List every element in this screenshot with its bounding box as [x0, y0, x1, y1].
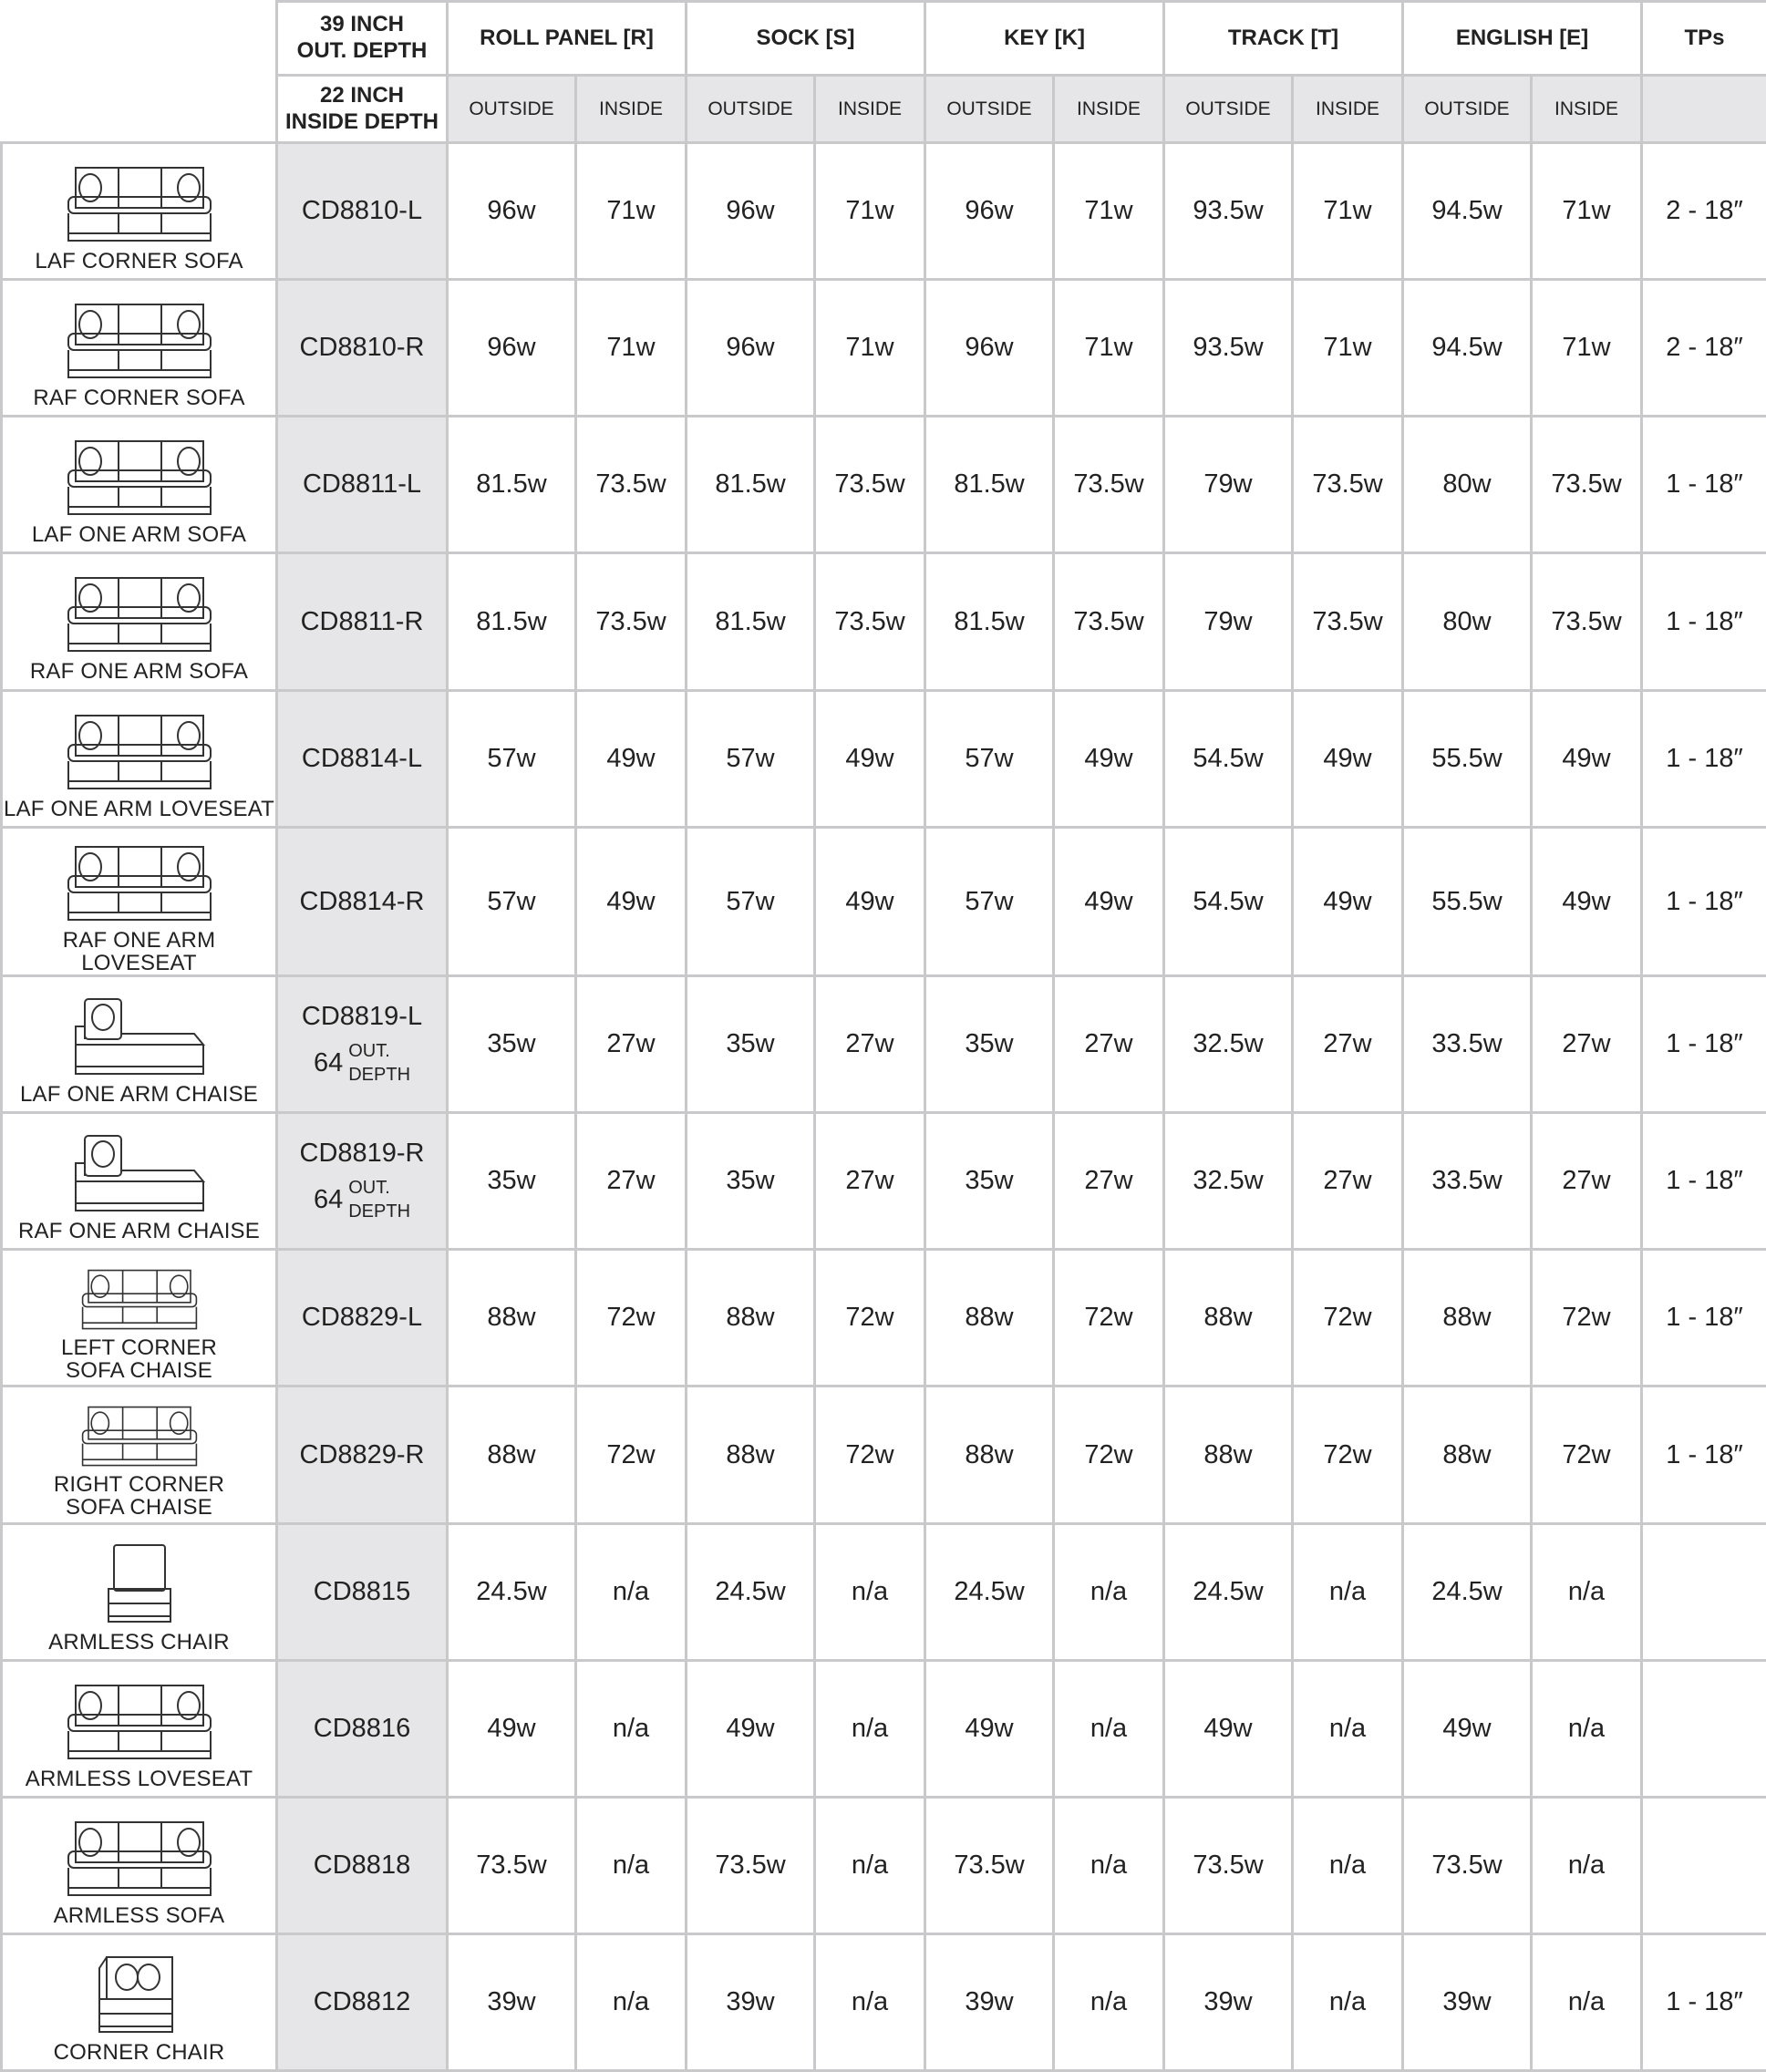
product-image-cell [2, 1524, 277, 1661]
outside-width-cell: 55.5w [1403, 691, 1532, 828]
product-code: CD8814-R [277, 828, 448, 976]
outside-width-cell: 24.5w [1164, 1524, 1293, 1661]
laf-corner-sofa-icon [3, 157, 275, 248]
product-label: RIGHT CORNER SOFA CHAISE [3, 1473, 275, 1519]
outside-width-cell: 57w [448, 828, 576, 976]
product-code: CD8810-R [277, 280, 448, 417]
inside-width-cell: 27w [1293, 1113, 1403, 1250]
outside-width-cell: 79w [1164, 417, 1293, 553]
tps-cell: 1 - 18″ [1642, 976, 1766, 1113]
outside-width-cell: 88w [1403, 1250, 1532, 1386]
inside-width-cell: 27w [1532, 976, 1642, 1113]
inside-subheader: INSIDE [1532, 76, 1642, 143]
product-label: LAF ONE ARM LOVESEAT [3, 798, 275, 820]
inside-subheader: INSIDE [1054, 76, 1164, 143]
inside-width-cell: n/a [1293, 1661, 1403, 1798]
tps-cell: 1 - 18″ [1642, 417, 1766, 553]
inside-subheader: INSIDE [1293, 76, 1403, 143]
table-row [2, 1524, 1766, 1661]
inside-width-cell: 72w [576, 1386, 687, 1524]
armless-chair-icon [3, 1538, 275, 1629]
image-header-blank [2, 2, 277, 143]
inside-width-cell: n/a [1293, 1524, 1403, 1661]
outside-depth-header: 39 INCH OUT. DEPTH [277, 2, 448, 76]
product-label: ARMLESS LOVESEAT [3, 1768, 275, 1790]
outside-width-cell: 49w [1403, 1661, 1532, 1798]
outside-width-cell: 81.5w [687, 553, 815, 691]
tps-cell: 1 - 18″ [1642, 1113, 1766, 1250]
outside-width-cell: 35w [448, 1113, 576, 1250]
outside-width-cell: 94.5w [1403, 143, 1532, 280]
outside-subheader: OUTSIDE [1164, 76, 1293, 143]
tps-cell: 2 - 18″ [1642, 143, 1766, 280]
table-row [2, 1661, 1766, 1798]
inside-width-cell: n/a [576, 1661, 687, 1798]
tps-subheader-blank [1642, 76, 1766, 143]
outside-width-cell: 24.5w [448, 1524, 576, 1661]
table-row [2, 1113, 1766, 1250]
inside-width-cell: 71w [815, 280, 925, 417]
outside-width-cell: 88w [448, 1386, 576, 1524]
outside-width-cell: 49w [925, 1661, 1054, 1798]
outside-width-cell: 33.5w [1403, 976, 1532, 1113]
product-label: RAF ONE ARM LOVESEAT [3, 929, 275, 974]
inside-width-cell: 27w [815, 1113, 925, 1250]
table-row [2, 280, 1766, 417]
outside-width-cell: 35w [925, 976, 1054, 1113]
inside-width-cell: 49w [815, 691, 925, 828]
product-image-cell [2, 1661, 277, 1798]
arm-style-header-track: TRACK [T] [1164, 2, 1403, 76]
outside-width-cell: 39w [925, 1934, 1054, 2071]
product-label: LAF ONE ARM CHAISE [3, 1083, 275, 1106]
inside-width-cell: 73.5w [1293, 417, 1403, 553]
product-image-cell [2, 1386, 277, 1524]
product-code: CD8829-L [277, 1250, 448, 1386]
outside-width-cell: 96w [925, 280, 1054, 417]
product-label: LAF CORNER SOFA [3, 250, 275, 273]
inside-width-cell: 73.5w [1054, 417, 1164, 553]
product-code: CD8819-L 64 OUT. DEPTH [277, 976, 448, 1113]
outside-width-cell: 80w [1403, 553, 1532, 691]
tps-cell: 1 - 18″ [1642, 1250, 1766, 1386]
inside-width-cell: n/a [815, 1661, 925, 1798]
product-label: ARMLESS SOFA [3, 1904, 275, 1927]
product-image-cell [2, 1934, 277, 2071]
outside-width-cell: 35w [925, 1113, 1054, 1250]
product-label: LAF ONE ARM SOFA [3, 523, 275, 546]
outside-width-cell: 39w [1403, 1934, 1532, 2071]
inside-width-cell: n/a [576, 1934, 687, 2071]
product-code: CD8814-L [277, 691, 448, 828]
outside-width-cell: 24.5w [1403, 1524, 1532, 1661]
arm-style-header-roll-panel: ROLL PANEL [R] [448, 2, 687, 76]
inside-width-cell: n/a [815, 1524, 925, 1661]
inside-width-cell: 71w [815, 143, 925, 280]
inside-width-cell: n/a [1532, 1798, 1642, 1934]
inside-width-cell: 27w [815, 976, 925, 1113]
inside-width-cell: 49w [576, 691, 687, 828]
inside-width-cell: n/a [576, 1524, 687, 1661]
inside-width-cell: 73.5w [1293, 553, 1403, 691]
outside-width-cell: 49w [448, 1661, 576, 1798]
table-row [2, 1798, 1766, 1934]
out-depth-note: 64 OUT. DEPTH [278, 1039, 446, 1087]
outside-width-cell: 33.5w [1403, 1113, 1532, 1250]
outside-width-cell: 88w [1403, 1386, 1532, 1524]
outside-width-cell: 35w [687, 1113, 815, 1250]
outside-width-cell: 96w [448, 280, 576, 417]
inside-width-cell: 49w [576, 828, 687, 976]
outside-width-cell: 96w [925, 143, 1054, 280]
tps-cell: 1 - 18″ [1642, 691, 1766, 828]
laf-one-arm-loveseat-icon [3, 705, 275, 796]
outside-width-cell: 24.5w [687, 1524, 815, 1661]
inside-width-cell: n/a [1054, 1524, 1164, 1661]
table-row [2, 1250, 1766, 1386]
tps-cell [1642, 1524, 1766, 1661]
inside-width-cell: 72w [815, 1250, 925, 1386]
outside-subheader: OUTSIDE [925, 76, 1054, 143]
inside-width-cell: 49w [815, 828, 925, 976]
tps-header: TPs [1642, 2, 1766, 76]
product-image-cell [2, 553, 277, 691]
outside-width-cell: 54.5w [1164, 691, 1293, 828]
inside-width-cell: 71w [576, 143, 687, 280]
outside-width-cell: 88w [687, 1250, 815, 1386]
inside-depth-header: 22 INCH INSIDE DEPTH [277, 76, 448, 143]
outside-width-cell: 88w [448, 1250, 576, 1386]
tps-cell: 1 - 18″ [1642, 553, 1766, 691]
tps-cell: 1 - 18″ [1642, 1386, 1766, 1524]
inside-width-cell: 71w [1054, 280, 1164, 417]
inside-width-cell: 27w [1054, 976, 1164, 1113]
product-code: CD8819-R 64 OUT. DEPTH [277, 1113, 448, 1250]
outside-width-cell: 96w [687, 143, 815, 280]
product-code: CD8811-R [277, 553, 448, 691]
inside-width-cell: 27w [1054, 1113, 1164, 1250]
inside-width-cell: 49w [1293, 828, 1403, 976]
right-corner-sofa-chaise-icon [3, 1398, 275, 1471]
outside-width-cell: 57w [687, 828, 815, 976]
inside-width-cell: 73.5w [815, 553, 925, 691]
outside-width-cell: 35w [448, 976, 576, 1113]
inside-width-cell: 71w [1532, 280, 1642, 417]
inside-width-cell: 49w [1054, 691, 1164, 828]
outside-width-cell: 81.5w [925, 553, 1054, 691]
arm-style-header-key: KEY [K] [925, 2, 1164, 76]
laf-one-arm-sofa-icon [3, 430, 275, 521]
outside-subheader: OUTSIDE [1403, 76, 1532, 143]
inside-width-cell: n/a [1054, 1934, 1164, 2071]
product-code: CD8818 [277, 1798, 448, 1934]
inside-width-cell: 27w [1293, 976, 1403, 1113]
outside-width-cell: 32.5w [1164, 976, 1293, 1113]
inside-width-cell: n/a [815, 1798, 925, 1934]
outside-width-cell: 54.5w [1164, 828, 1293, 976]
inside-width-cell: 71w [1532, 143, 1642, 280]
inside-width-cell: 27w [576, 1113, 687, 1250]
product-label: CORNER CHAIR [3, 2041, 275, 2064]
inside-width-cell: 73.5w [1532, 553, 1642, 691]
inside-width-cell: 71w [576, 280, 687, 417]
outside-width-cell: 57w [925, 828, 1054, 976]
inside-width-cell: n/a [1532, 1661, 1642, 1798]
product-image-cell [2, 976, 277, 1113]
inside-width-cell: 72w [1054, 1250, 1164, 1386]
product-image-cell [2, 143, 277, 280]
product-image-cell [2, 1798, 277, 1934]
inside-width-cell: 71w [1293, 280, 1403, 417]
product-label: RAF ONE ARM SOFA [3, 660, 275, 683]
product-code: CD8829-R [277, 1386, 448, 1524]
product-code: CD8816 [277, 1661, 448, 1798]
outside-width-cell: 88w [687, 1386, 815, 1524]
product-label: RAF ONE ARM CHAISE [3, 1220, 275, 1242]
inside-width-cell: 73.5w [1532, 417, 1642, 553]
product-image-cell [2, 280, 277, 417]
outside-width-cell: 49w [687, 1661, 815, 1798]
outside-width-cell: 93.5w [1164, 143, 1293, 280]
inside-width-cell: 27w [1532, 1113, 1642, 1250]
inside-width-cell: 71w [1054, 143, 1164, 280]
corner-chair-icon [3, 1948, 275, 2039]
inside-width-cell: 49w [1054, 828, 1164, 976]
tps-cell: 1 - 18″ [1642, 828, 1766, 976]
product-code: CD8810-L [277, 143, 448, 280]
outside-width-cell: 88w [1164, 1386, 1293, 1524]
outside-width-cell: 81.5w [925, 417, 1054, 553]
product-code: CD8815 [277, 1524, 448, 1661]
outside-width-cell: 57w [925, 691, 1054, 828]
inside-width-cell: n/a [1054, 1798, 1164, 1934]
product-label: ARMLESS CHAIR [3, 1631, 275, 1654]
armless-loveseat-icon [3, 1675, 275, 1766]
outside-width-cell: 73.5w [925, 1798, 1054, 1934]
outside-width-cell: 35w [687, 976, 815, 1113]
inside-width-cell: n/a [1532, 1524, 1642, 1661]
outside-width-cell: 79w [1164, 553, 1293, 691]
product-code: CD8812 [277, 1934, 448, 2071]
outside-width-cell: 57w [687, 691, 815, 828]
out-depth-note: 64 OUT. DEPTH [278, 1176, 446, 1223]
laf-one-arm-chaise-icon [3, 990, 275, 1081]
outside-width-cell: 57w [448, 691, 576, 828]
outside-width-cell: 73.5w [1164, 1798, 1293, 1934]
outside-width-cell: 32.5w [1164, 1113, 1293, 1250]
outside-width-cell: 96w [687, 280, 815, 417]
product-image-cell [2, 1113, 277, 1250]
table-row [2, 976, 1766, 1113]
outside-width-cell: 73.5w [1403, 1798, 1532, 1934]
inside-width-cell: 72w [576, 1250, 687, 1386]
inside-width-cell: 72w [1293, 1250, 1403, 1386]
outside-width-cell: 24.5w [925, 1524, 1054, 1661]
tps-cell: 1 - 18″ [1642, 1934, 1766, 2071]
inside-width-cell: n/a [1293, 1934, 1403, 2071]
inside-width-cell: n/a [576, 1798, 687, 1934]
product-image-cell [2, 1250, 277, 1386]
table-row [2, 417, 1766, 553]
outside-width-cell: 96w [448, 143, 576, 280]
outside-width-cell: 39w [1164, 1934, 1293, 2071]
outside-subheader: OUTSIDE [448, 76, 576, 143]
product-image-cell [2, 828, 277, 976]
inside-width-cell: 73.5w [1054, 553, 1164, 691]
inside-subheader: INSIDE [815, 76, 925, 143]
inside-width-cell: 72w [1532, 1250, 1642, 1386]
outside-subheader: OUTSIDE [687, 76, 815, 143]
table-row [2, 143, 1766, 280]
inside-width-cell: 49w [1532, 691, 1642, 828]
inside-width-cell: 71w [1293, 143, 1403, 280]
raf-corner-sofa-icon [3, 294, 275, 385]
table-row [2, 1934, 1766, 2071]
raf-one-arm-loveseat-icon [3, 836, 275, 927]
inside-width-cell: 72w [1293, 1386, 1403, 1524]
inside-width-cell: 72w [1054, 1386, 1164, 1524]
product-image-cell [2, 691, 277, 828]
outside-width-cell: 88w [925, 1386, 1054, 1524]
inside-width-cell: 72w [1532, 1386, 1642, 1524]
tps-cell: 2 - 18″ [1642, 280, 1766, 417]
inside-width-cell: 49w [1532, 828, 1642, 976]
outside-width-cell: 73.5w [687, 1798, 815, 1934]
inside-width-cell: n/a [1532, 1934, 1642, 2071]
arm-style-header-sock: SOCK [S] [687, 2, 925, 76]
inside-width-cell: n/a [815, 1934, 925, 2071]
product-label: LEFT CORNER SOFA CHAISE [3, 1336, 275, 1382]
outside-width-cell: 81.5w [448, 553, 576, 691]
product-image-cell [2, 417, 277, 553]
outside-width-cell: 39w [687, 1934, 815, 2071]
product-label: RAF CORNER SOFA [3, 387, 275, 409]
tps-cell [1642, 1661, 1766, 1798]
outside-width-cell: 73.5w [448, 1798, 576, 1934]
raf-one-arm-chaise-icon [3, 1127, 275, 1218]
tps-cell [1642, 1798, 1766, 1934]
outside-width-cell: 81.5w [448, 417, 576, 553]
outside-width-cell: 93.5w [1164, 280, 1293, 417]
raf-one-arm-sofa-icon [3, 567, 275, 658]
table-row [2, 553, 1766, 691]
armless-sofa-icon [3, 1811, 275, 1902]
inside-subheader: INSIDE [576, 76, 687, 143]
outside-width-cell: 55.5w [1403, 828, 1532, 976]
inside-width-cell: n/a [1293, 1798, 1403, 1934]
outside-width-cell: 39w [448, 1934, 576, 2071]
outside-width-cell: 94.5w [1403, 280, 1532, 417]
inside-width-cell: 27w [576, 976, 687, 1113]
outside-width-cell: 88w [925, 1250, 1054, 1386]
inside-width-cell: 73.5w [576, 417, 687, 553]
inside-width-cell: n/a [1054, 1661, 1164, 1798]
arm-style-header-english: ENGLISH [E] [1403, 2, 1642, 76]
table-row [2, 691, 1766, 828]
inside-width-cell: 72w [815, 1386, 925, 1524]
inside-width-cell: 73.5w [815, 417, 925, 553]
left-corner-sofa-chaise-icon [3, 1262, 275, 1335]
outside-width-cell: 80w [1403, 417, 1532, 553]
inside-width-cell: 73.5w [576, 553, 687, 691]
product-code: CD8811-L [277, 417, 448, 553]
outside-width-cell: 49w [1164, 1661, 1293, 1798]
table-row [2, 1386, 1766, 1524]
table-row [2, 828, 1766, 976]
outside-width-cell: 81.5w [687, 417, 815, 553]
outside-width-cell: 88w [1164, 1250, 1293, 1386]
inside-width-cell: 49w [1293, 691, 1403, 828]
